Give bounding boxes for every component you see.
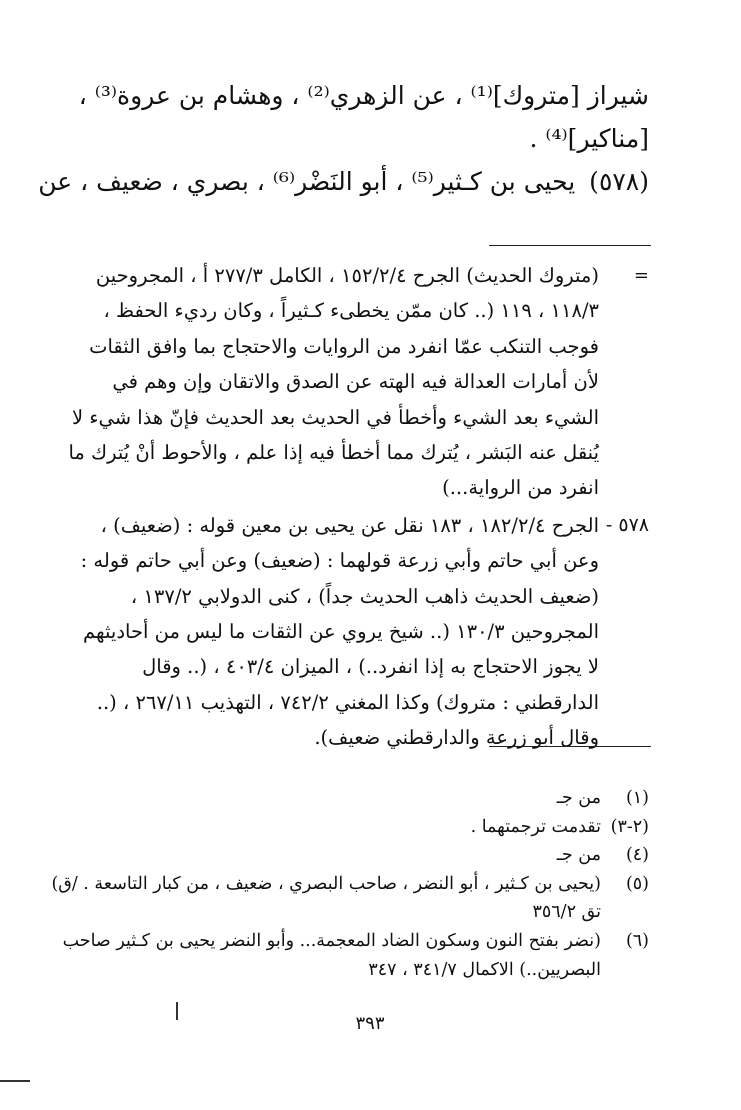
entry-text: يحيى بن كـثير⁽⁵⁾ ، أبو النَضْر⁽⁶⁾ ، بصري ، ضعيف ، عن [38,167,576,196]
note-line: وقال أبو زرعة والدارقطني ضعيف). [314,726,599,750]
separator-rule [489,245,651,246]
footnote-label: (٢-٣) [610,816,649,837]
entry-578 [38,160,649,203]
footnote-text: تقدمت ترجمتهما . [470,816,601,837]
note-line: ١١٨/٣ ، ١١٩ (.. كان ممّن يخطىء كـثيراً ، وكان رديء الحفظ ، [103,299,599,323]
note-label: ٥٧٨ - [605,513,649,536]
note-line: الجرح ١٨٢/٢/٤ ، ١٨٣ نقل عن يحيى بن معين قوله : (ضعيف) ، [100,513,599,537]
page-number: ٣٩٣ [355,1013,385,1034]
note-line: فوجب التنكب عمّا انفرد من الروايات والاحتجاج بما وافق الثقات [89,334,599,358]
entry-number: (٥٧٨) [589,167,649,196]
note-line: يُنقل عنه البَشر ، يُترك مما أخطأ فيه إذا علم ، والأحوط أنْ يُترك ما [68,441,599,465]
footnote-text: من جـ [556,788,601,808]
note-line: الشيء بعد الشيء وأخطأ في الحديث بعد الحديث فإنّ هذا شيء لا [72,405,599,429]
footnotes [51,784,649,984]
note-line: الدارقطني : متروك) وكذا المغني ٧٤٢/٢ ، التهذيب ٢٦٧/١١ ، (.. [96,690,599,714]
footnote [69,841,649,870]
continuation-note [68,258,649,506]
margin-mark [176,1002,178,1020]
note-line: (ضعيف الحديث ذاهب الحديث جداً) ، كنى الدولابي ١٣٧/٢ ، [130,584,599,608]
footnote-text: (نضر بفتح النون وسكون الضاد المعجمة... وأبو النضر يحيى بن كـثير صاحب [62,930,601,951]
note-line: لا يجوز الاحتجاج به إذا انفرد..) ، الميزان ٤٠٣/٤ ، (.. وقال [142,655,599,679]
commentary [68,258,649,756]
margin-mark [0,1080,30,1082]
footnote-rule [489,746,651,747]
footnote-text: (يحيى بن كـثير ، أبو النضر ، صاحب البصري ، ضعيف ، من كبار التاسعة . /ق) [51,873,601,894]
footnote [51,870,649,899]
footnote-continuation: البصريين..) الاكمال ٣٤١/٧ ، ٣٤٧ [368,959,601,980]
note-line: المجروحين ١٣٠/٣ (.. شيخ يروي عن الثقات ما ليس من أحاديثهم [83,620,599,644]
footnote [69,813,649,842]
footnote-label: (٤) [625,845,649,866]
continuation-mark: = [633,265,649,286]
footnote [62,927,649,956]
note-line: (متروك الحديث) الجرح ١٥٢/٢/٤ ، الكامل ٢٧٧/٣ أ ، المجروحين [95,264,599,287]
footnote-label: (١) [625,788,649,808]
main-line: شيراز [متروك]⁽¹⁾ ، عن الزهري⁽²⁾ ، وهشام بن عروة⁽³⁾ ، [78,81,649,110]
note-line: وعن أبي حاتم وأبي زرعة قولهما : (ضعيف) وعن أبي حاتم قوله : [80,549,599,573]
main-line: [مناكير]⁽⁴⁾ . [529,124,649,153]
main-text [38,74,649,203]
footnote [69,784,649,813]
note-line: لأن أمارات العدالة فيه الهته عن الصدق والاتقان وإن وهم في [112,370,599,394]
note-line: انفرد من الرواية...) [442,476,599,500]
footnote-continuation: تق ٣٥٦/٢ [532,902,601,923]
note-578 [80,508,649,756]
footnote-label: (٦) [625,930,649,951]
footnote-text: من جـ [556,845,601,866]
footnote-label: (٥) [625,873,649,894]
